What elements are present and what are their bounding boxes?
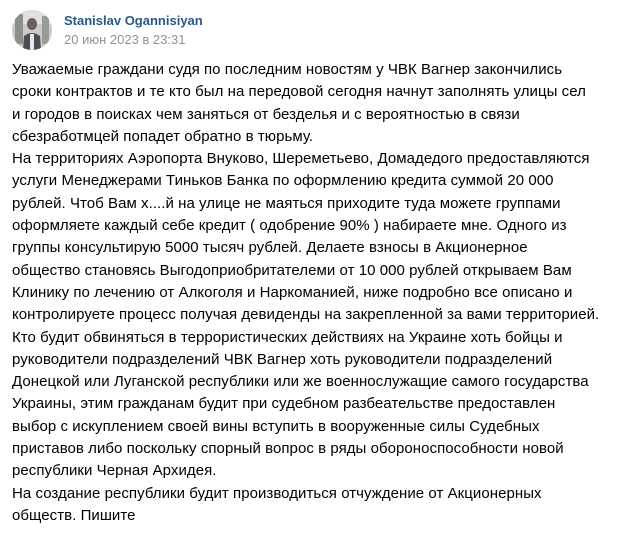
post-text-line: На территориях Аэропорта Внуково, Шереметьево, Домадедого предоставляются bbox=[12, 150, 590, 168]
post-text-line: Донецкой или Луганской республики или же военнослужащие самого государства bbox=[12, 373, 589, 391]
post-text-line: группы консультирую 5000 тысяч рублей. Делаете взносы в Акционерное bbox=[12, 239, 528, 257]
post-text-line: и городов в поисках чем заняться от безделья и с вероятностью в связи bbox=[12, 105, 520, 123]
post-text-line: республики Черная Архидея. bbox=[12, 462, 217, 480]
post-text-line: руководители подразделений ЧВК Вагнер хоть руководители подразделений bbox=[12, 350, 553, 368]
post-text-line: Клинику по лечению от Алкоголя и Наркоманией, ниже подробно все описано и bbox=[12, 283, 573, 301]
post-text-line: На создание республики будит производиться отчуждение от Акционерных bbox=[12, 484, 542, 502]
post-text-line: Уважаемые граждани судя по последним новостям у ЧВК Вагнер закончились bbox=[12, 61, 563, 78]
post-text-line: обществ. Пишите bbox=[12, 506, 136, 524]
post-text-line: рублей. Чтоб Вам х....й на улице не маяться приходите туда можете группами bbox=[12, 194, 561, 212]
post-text-line: выбор с искуплением своей вины вступить в вооруженные силы Судебных bbox=[12, 417, 540, 435]
post-date-link[interactable]: 20 июн 2023 в 23:31 bbox=[64, 32, 186, 47]
avatar-photo-icon bbox=[12, 10, 52, 50]
post-text-line: оформляете каждый себе кредит ( одобрение 90% ) набираете мне. Одного из bbox=[12, 217, 567, 235]
post-text-line: сроки контрактов и те кто был на передовой сегодня начнут заполнять улицы сел bbox=[12, 83, 586, 101]
post-text-line: Украины, этим гражданам будит при судебном разбеательстве предоставлен bbox=[12, 395, 556, 413]
post-text-line: Кто будит обвиняться в террористических действиях на Украине хоть бойцы и bbox=[12, 328, 563, 346]
author-name-link[interactable]: Stanislav Ogannisiyan bbox=[64, 13, 203, 28]
post-text-line: услуги Менеджерами Тиньков Банка по оформлению кредита суммой 20 000 bbox=[12, 172, 554, 190]
post-text-line: приставов либо поскольку спорный вопрос в ряды обороноспособности новой bbox=[12, 440, 564, 458]
post-text bbox=[12, 59, 612, 527]
avatar[interactable] bbox=[12, 10, 52, 50]
post-text-line: общество становясь Выгодоприобритателеми от 10 000 рублей открываем Вам bbox=[12, 261, 572, 279]
post-text-line: сбезработмцей попадет обратно в тюрьму. bbox=[12, 127, 314, 145]
post-header bbox=[12, 10, 612, 50]
post-text-line: контролируете процесс получая девиденды на закрепленной за вами территорией. bbox=[12, 306, 600, 324]
